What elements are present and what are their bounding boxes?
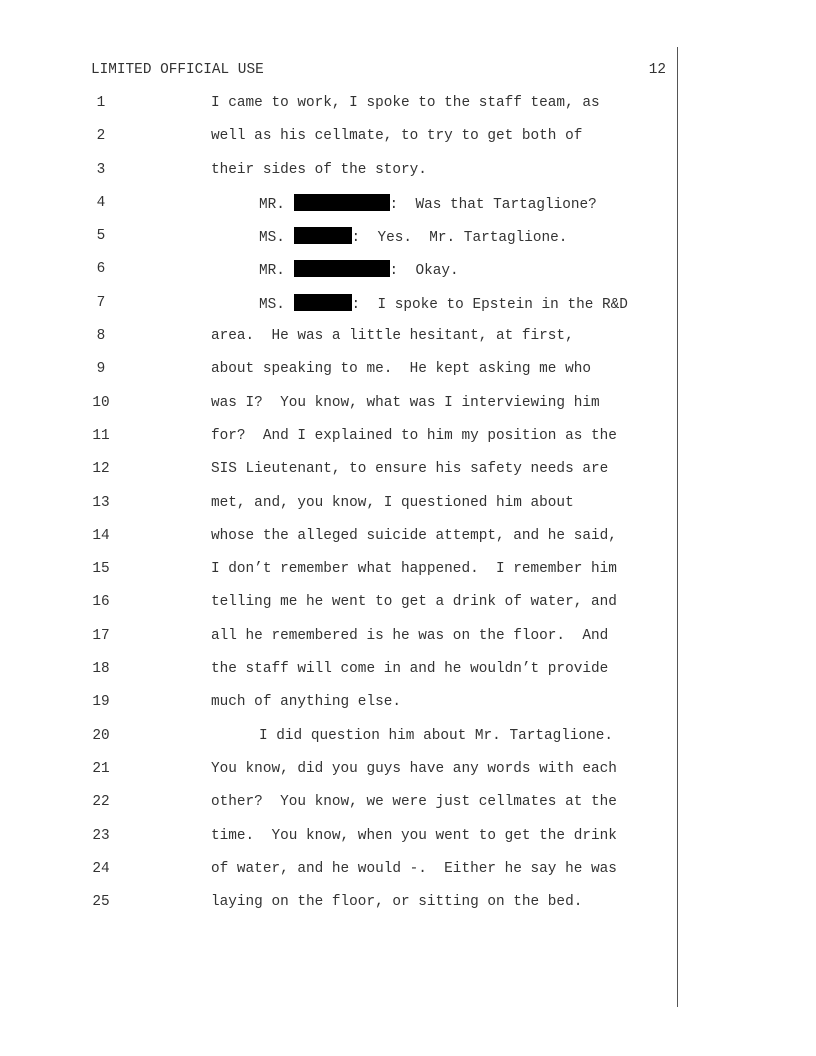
transcript-line (0, 260, 816, 293)
line-number: 17 (92, 627, 110, 644)
transcript-lines (0, 94, 816, 926)
line-text: I did question him about Mr. Tartaglione. (259, 727, 614, 744)
transcript-line (0, 793, 816, 826)
transcript-line (0, 593, 816, 626)
speaker-line (259, 227, 567, 247)
transcript-line (0, 127, 816, 160)
speaker-text: : Okay. (389, 263, 459, 280)
transcript-line (0, 693, 816, 726)
line-number: 8 (96, 328, 106, 345)
line-number: 19 (92, 694, 110, 711)
line-number: 9 (96, 361, 106, 378)
transcript-line (0, 394, 816, 427)
speaker-line (259, 260, 459, 280)
speaker-text: : Was that Tartaglione? (389, 196, 597, 213)
speaker-title: MR. (259, 196, 294, 213)
redacted-name (294, 260, 390, 277)
line-text: You know, did you guys have any words with each (211, 760, 617, 777)
speaker-title: MS. (259, 296, 294, 313)
line-text: the staff will come in and he wouldn’t provide (211, 661, 609, 678)
transcript-line (0, 727, 816, 760)
line-text: of water, and he would -. Either he say he was (211, 860, 617, 877)
transcript-line (0, 860, 816, 893)
speaker-text: : Yes. Mr. Tartaglione. (351, 230, 568, 247)
transcript-line (0, 494, 816, 527)
transcript-line (0, 660, 816, 693)
speaker-line (259, 194, 597, 214)
line-number: 7 (96, 294, 106, 311)
line-number: 22 (92, 794, 110, 811)
line-number: 6 (96, 261, 106, 278)
line-text: was I? You know, what was I interviewing him (211, 394, 600, 411)
line-text: I don’t remember what happened. I remember him (211, 561, 617, 578)
line-number: 13 (92, 494, 110, 511)
transcript-line (0, 460, 816, 493)
line-text: well as his cellmate, to try to get both of (211, 128, 583, 145)
line-text: whose the alleged suicide attempt, and he said, (211, 527, 617, 544)
transcript-line (0, 560, 816, 593)
classification-header: LIMITED OFFICIAL USE (91, 62, 264, 78)
line-text: all he remembered is he was on the floor. And (211, 627, 609, 644)
transcript-line (0, 893, 816, 926)
line-number: 2 (96, 128, 106, 145)
redacted-name (294, 294, 352, 311)
line-text: other? You know, we were just cellmates at the (211, 794, 617, 811)
line-number: 4 (96, 194, 106, 211)
line-number: 21 (92, 760, 110, 777)
line-text: met, and, you know, I questioned him about (211, 494, 574, 511)
line-number: 3 (96, 161, 106, 178)
redacted-name (294, 194, 390, 211)
speaker-text: : I spoke to Epstein in the R&D (351, 296, 628, 313)
line-text: time. You know, when you went to get the drink (211, 827, 617, 844)
line-number: 11 (92, 427, 110, 444)
transcript-line (0, 627, 816, 660)
line-number: 16 (92, 594, 110, 611)
transcript-line (0, 161, 816, 194)
line-text: for? And I explained to him my position as the (211, 427, 617, 444)
line-number: 24 (92, 860, 110, 877)
transcript-line (0, 227, 816, 260)
line-text: area. He was a little hesitant, at first, (211, 328, 574, 345)
transcript-line (0, 294, 816, 327)
line-number: 23 (92, 827, 110, 844)
line-text: telling me he went to get a drink of water, and (211, 594, 617, 611)
line-number: 12 (92, 461, 110, 478)
transcript-line (0, 527, 816, 560)
transcript-line (0, 760, 816, 793)
transcript-line (0, 360, 816, 393)
speaker-title: MS. (259, 230, 294, 247)
transcript-line (0, 194, 816, 227)
line-text: much of anything else. (211, 694, 401, 711)
line-number: 20 (92, 727, 110, 744)
transcript-line (0, 327, 816, 360)
line-number: 5 (96, 228, 106, 245)
line-text: about speaking to me. He kept asking me who (211, 361, 591, 378)
redacted-name (294, 227, 352, 244)
speaker-line (259, 294, 628, 314)
line-text: I came to work, I spoke to the staff team, as (211, 95, 600, 111)
line-number: 10 (92, 394, 110, 411)
speaker-title: MR. (259, 263, 294, 280)
line-number: 15 (92, 561, 110, 578)
transcript-line (0, 827, 816, 860)
page-number: 12 (648, 62, 666, 78)
line-text: laying on the floor, or sitting on the bed. (211, 894, 583, 911)
line-text: SIS Lieutenant, to ensure his safety needs are (211, 461, 609, 478)
line-number: 1 (96, 95, 106, 111)
transcript-line (0, 94, 816, 127)
transcript-line (0, 427, 816, 460)
line-number: 25 (92, 894, 110, 911)
line-number: 18 (92, 661, 110, 678)
line-text: their sides of the story. (211, 161, 427, 178)
line-number: 14 (92, 527, 110, 544)
